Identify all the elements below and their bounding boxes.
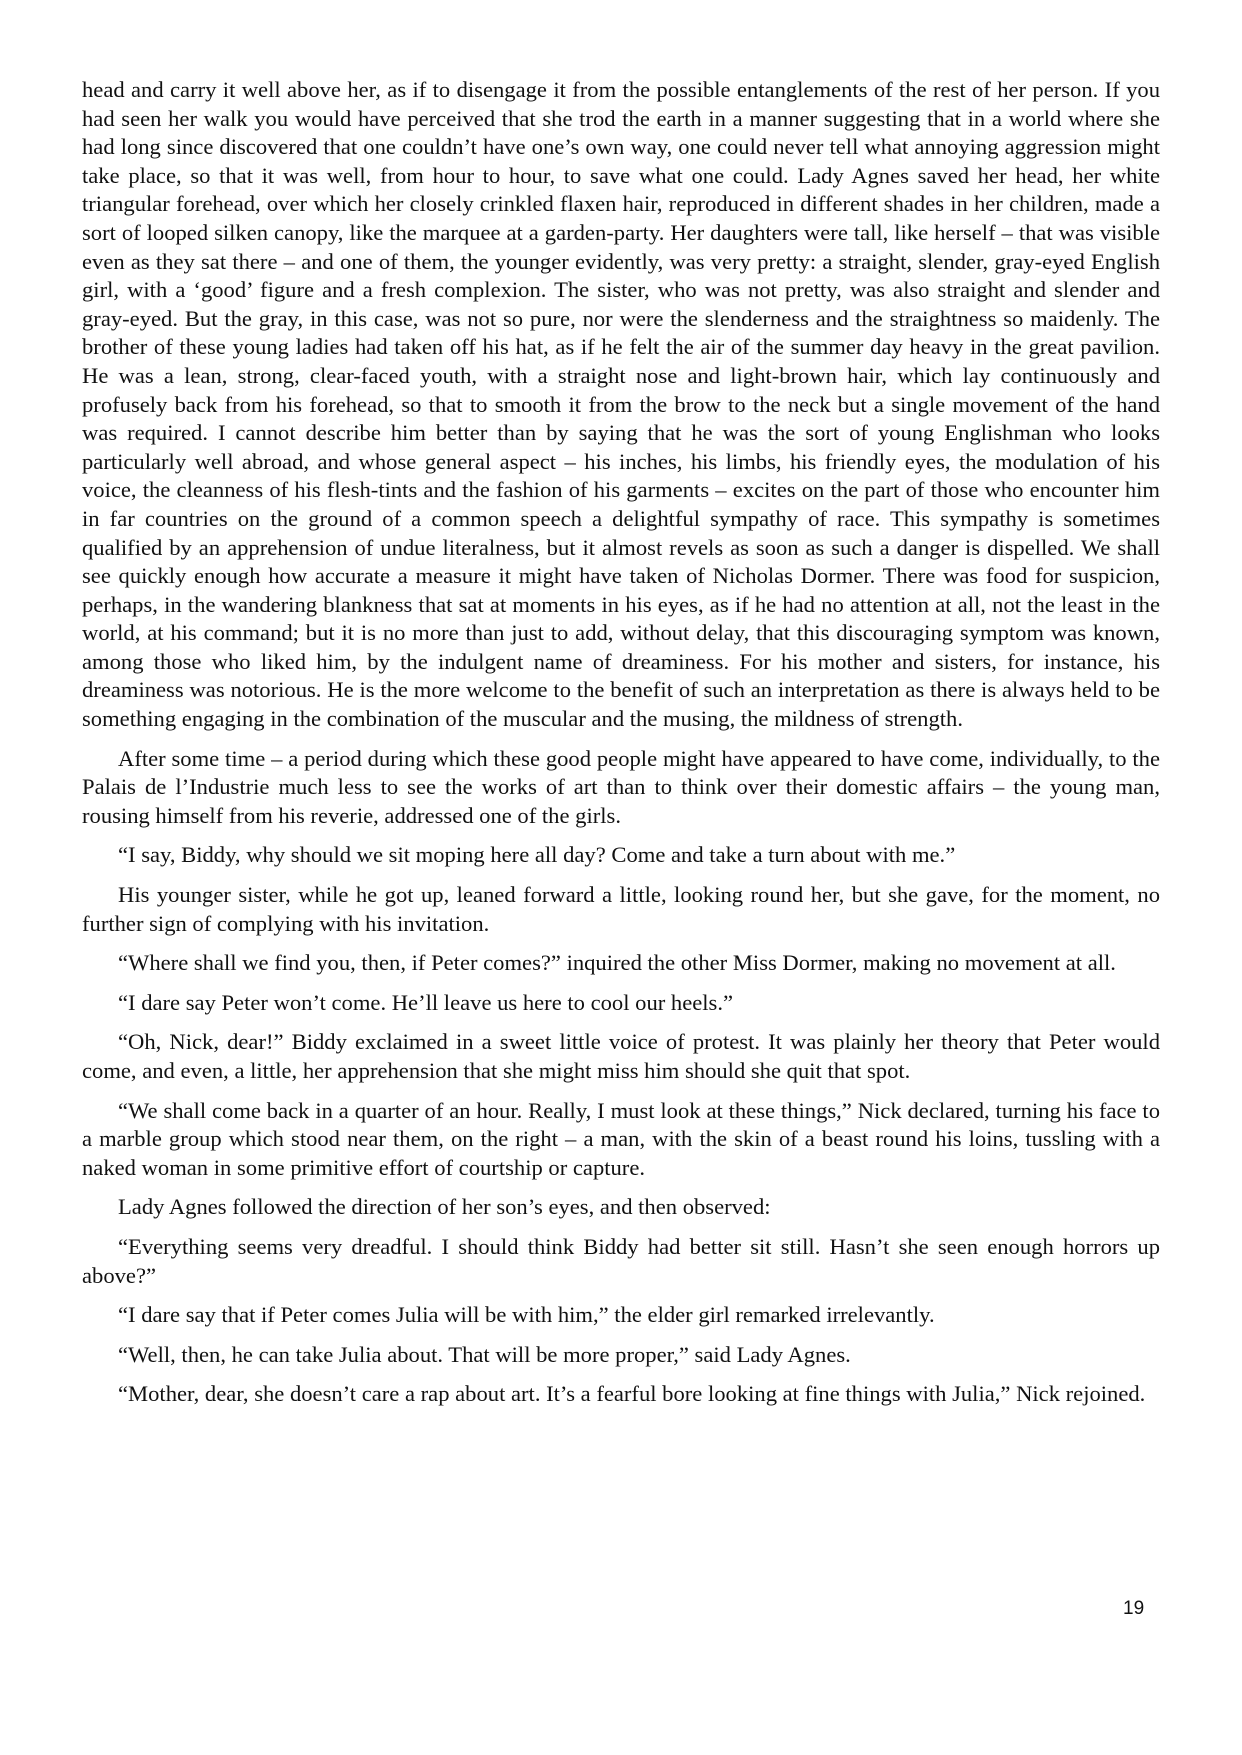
paragraph-1: head and carry it well above her, as if to disengage it from the possible entanglements of the rest of her person. If you had seen her walk you would have perceived that she trod the earth in a manner suggesting that in a world where she had long since discovered that one couldn’t have one’s own way, one could never tell what annoying aggression might take place, so that it was well, from hour to hour, to save what one could. Lady Agnes saved her head, her white triangular forehead, over which her closely crinkled flaxen hair, reproduced in different shades in her children, made a sort of looped silken canopy, like the marquee at a garden-party. Her daughters were tall, like herself – that was visible even as they sat there – and one of them, the younger evidently, was very pretty: a straight, slender, gray-eyed English girl, with a ‘good’ figure and a fresh complexion. The sister, who was not pretty, was also straight and slender and gray-eyed. But the gray, in this case, was not so pure, nor were the slenderness and the straightness so maidenly. The brother of these young ladies had taken off his hat, as if he felt the air of the summer day heavy in the great pavilion. He was a lean, strong, clear-faced youth, with a straight nose and light-brown hair, which lay continuously and profusely back from his forehead, so that to smooth it from the brow to the neck but a single movement of the hand was required. I cannot describe him better than by saying that he was the sort of young Englishman who looks particularly well abroad, and whose general aspect – his inches, his limbs, his friendly eyes, the modulation of his voice, the cleanness of his flesh-tints and the fashion of his garments – excites on the part of those who encounter him in far countries on the ground of a common speech a delightful sympathy of race. This sympathy is sometimes qualified by an apprehension of undue literalness, but it almost revels as soon as such a danger is dispelled. We shall see quickly enough how accurate a measure it might have taken of Nicholas Dormer. There was food for suspicion, perhaps, in the wandering blankness that sat at moments in his eyes, as if he had no attention at all, not the least in the world, at his command; but it is no more than just to add, without delay, that this discouraging symptom was known, among those who liked him, by the indulgent name of dreaminess. For his mother and sisters, for instance, his dreaminess was notorious. He is the more welcome to the benefit of such an interpretation as there is always held to be something engaging in the combination of the muscular and the musing, the mildness of strength. [82,77,1160,732]
paragraph-2: After some time – a period during which these good people might have appeared to have come, individually, to the Palais de l’Industrie much less to see the works of art than to think over their domestic affairs – the young man, rousing himself from his reverie, addressed one of the girls. [82,745,1160,828]
paragraph-10: “Everything seems very dreadful. I should think Biddy had better sit still. Hasn’t she seen enough horrors up above?” [82,1233,1160,1288]
paragraph-3: “I say, Biddy, why should we sit moping here all day? Come and take a turn about with me.” [118,842,956,868]
paragraph-13: “Mother, dear, she doesn’t care a rap about art. It’s a fearful bore looking at fine things with Julia,” Nick rejoined. [118,1381,1146,1407]
paragraph-11: “I dare say that if Peter comes Julia will be with him,” the elder girl remarked irrelevantly. [118,1302,935,1328]
paragraph-8: “We shall come back in a quarter of an hour. Really, I must look at these things,” Nick declared, turning his face to a marble group which stood near them, on the right – a man, with the skin of a beast round his loins, tussling with a naked woman in some primitive effort of courtship or capture. [82,1097,1160,1180]
paragraph-4: His younger sister, while he got up, leaned forward a little, looking round her, but she gave, for the moment, no further sign of complying with his invitation. [82,882,1160,936]
paragraph-12: “Well, then, he can take Julia about. That will be more proper,” said Lady Agnes. [118,1341,851,1367]
page-body [82,76,1160,1420]
paragraph-5: “Where shall we find you, then, if Peter comes?” inquired the other Miss Dormer, making no movement at all. [118,950,1116,976]
paragraph-6: “I dare say Peter won’t come. He’ll leave us here to cool our heels.” [118,989,734,1015]
page-number: 19 [1123,1598,1145,1619]
paragraph-7: “Oh, Nick, dear!” Biddy exclaimed in a sweet little voice of protest. It was plainly her theory that Peter would come, and even, a little, her apprehension that she might miss him should she quit that spot. [82,1029,1160,1083]
paragraph-9: Lady Agnes followed the direction of her son’s eyes, and then observed: [118,1194,771,1220]
